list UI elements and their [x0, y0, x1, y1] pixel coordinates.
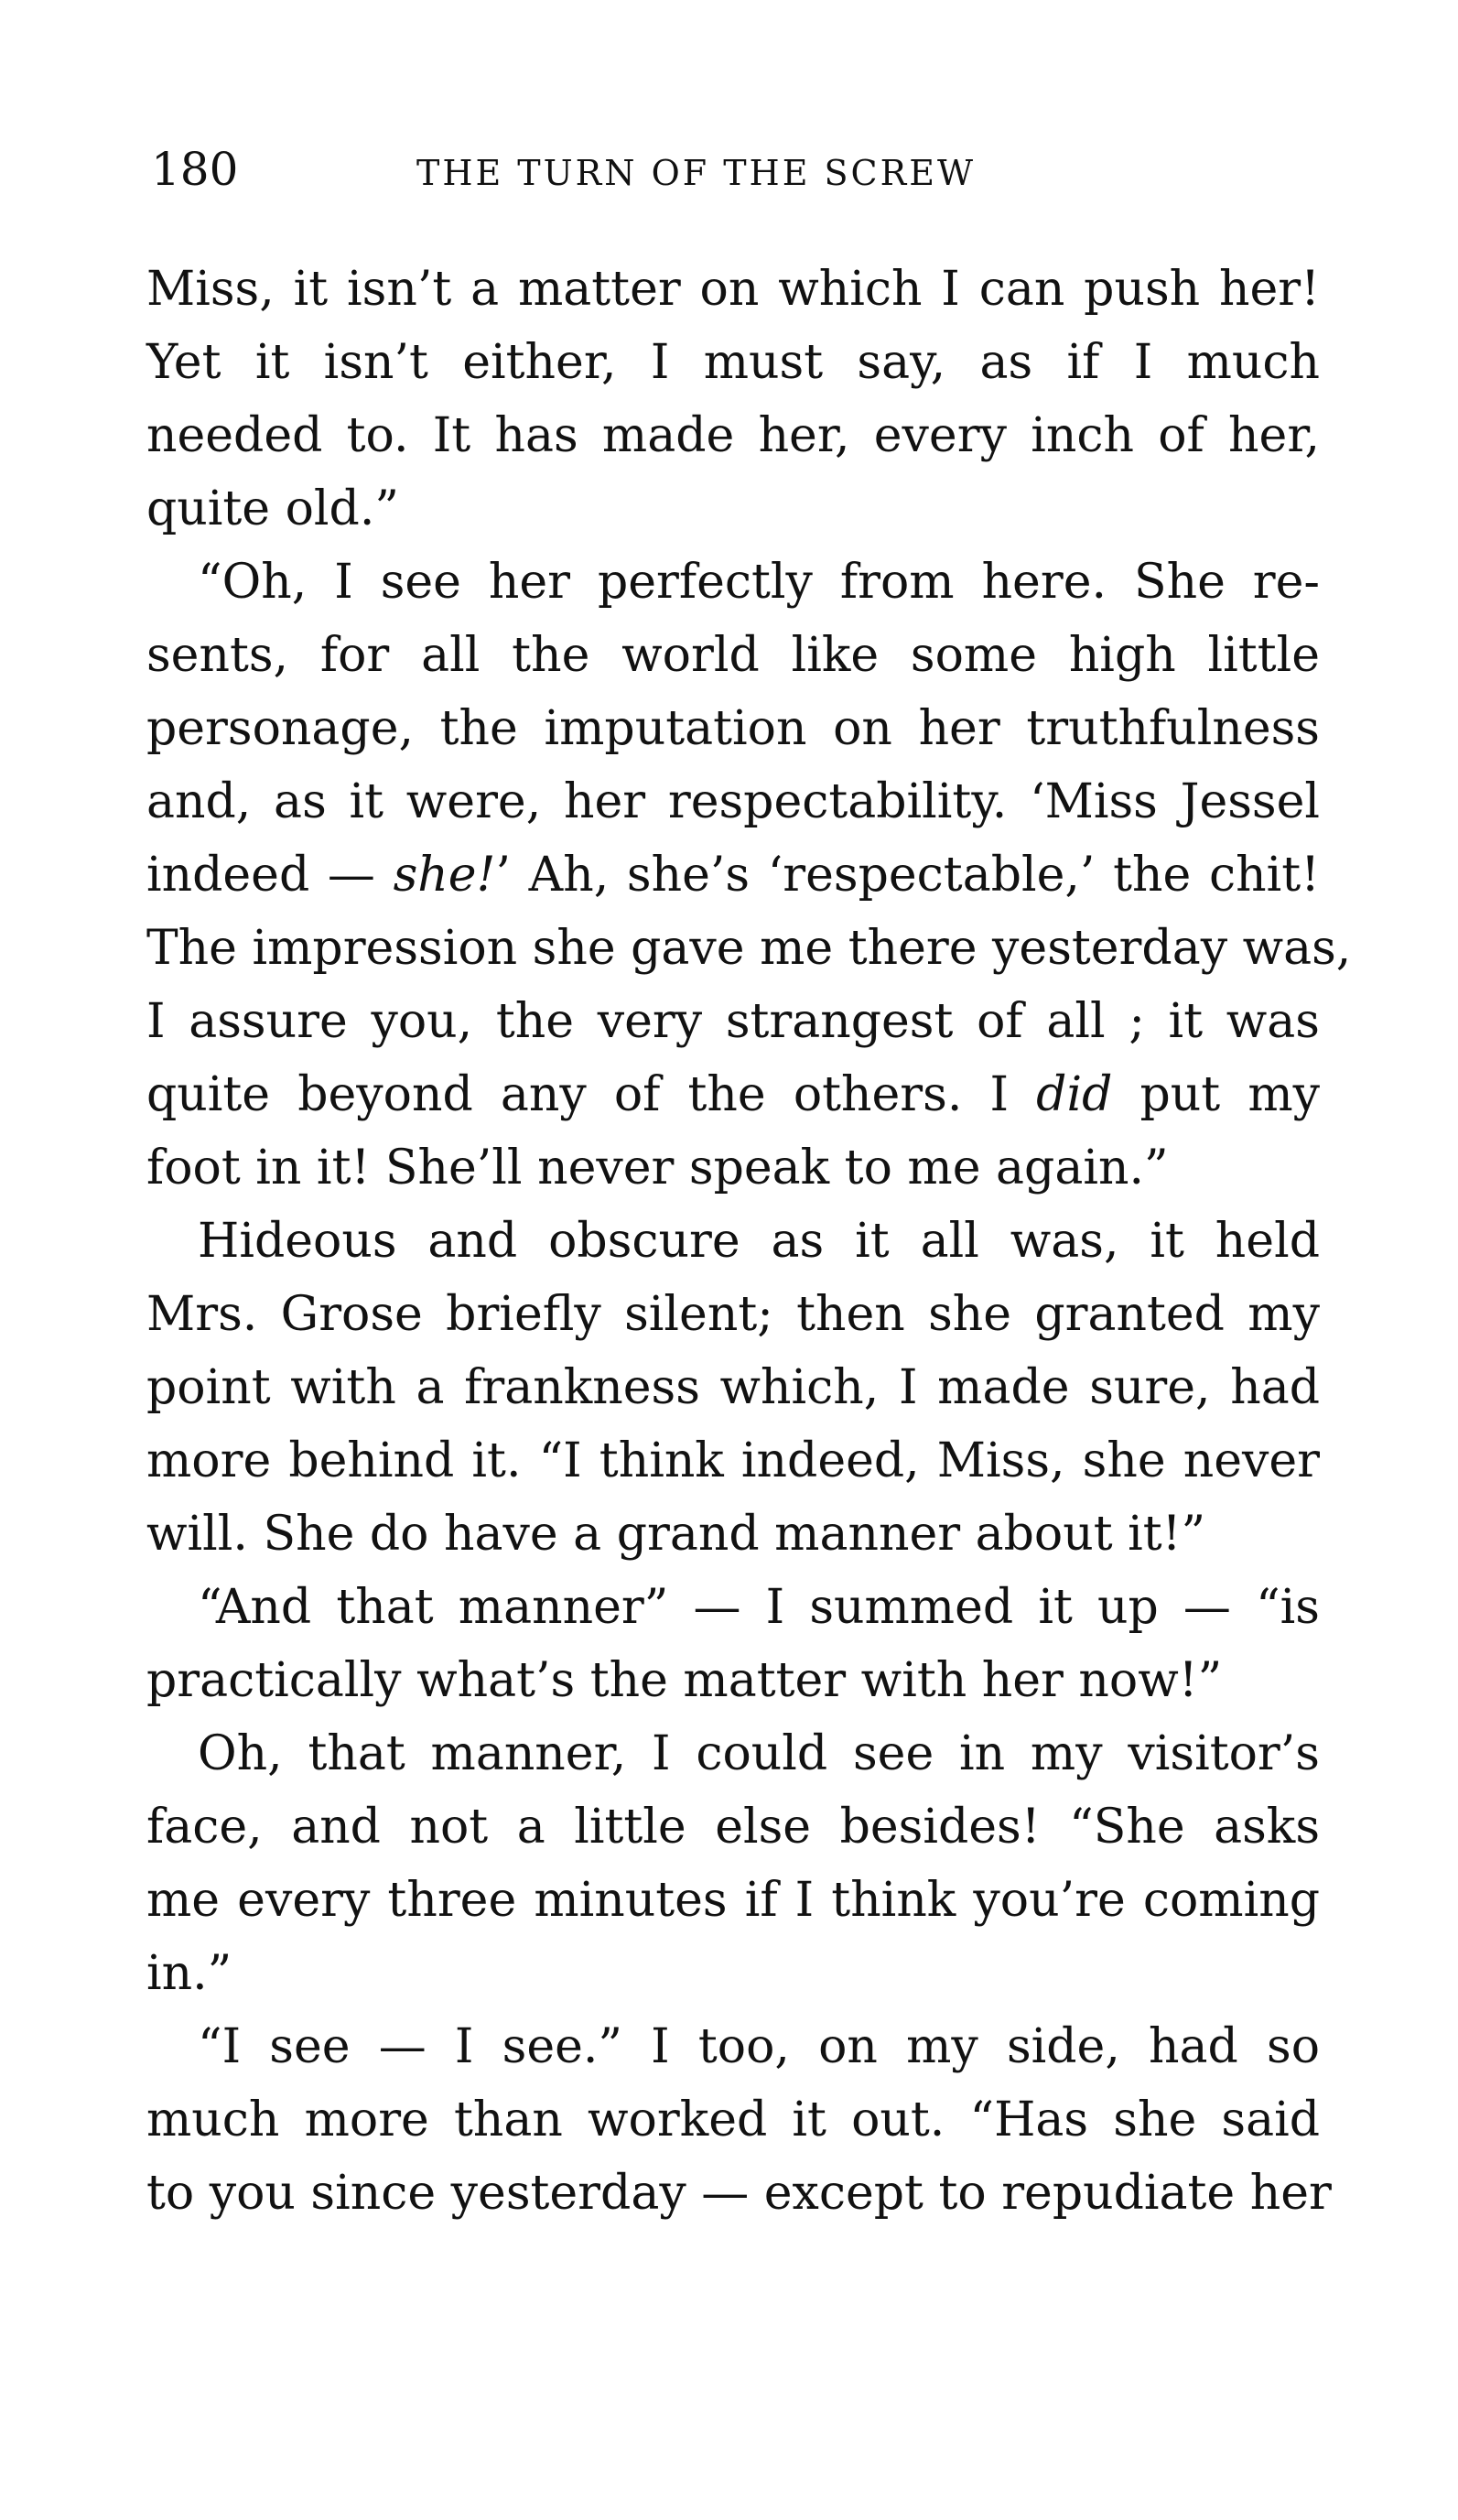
text-line: sents, for all the world like some high little: [146, 628, 1320, 683]
text-line: “And that manner” — I summed it up — “is: [198, 1580, 1320, 1635]
text-line: point with a frankness which, I made sure, had: [146, 1360, 1320, 1415]
text-line: me every three minutes if I think you’re coming: [146, 1873, 1320, 1928]
text-segment: put my: [1112, 1067, 1321, 1122]
text-line: Yet it isn’t either, I must say, as if I much: [146, 335, 1320, 390]
text-segment: ’ Ah, she’s ‘respectable,’ the chit!: [495, 848, 1320, 903]
text-line: “I see — I see.” I too, on my side, had so: [198, 2019, 1320, 2074]
body-text: [146, 253, 1352, 2230]
text-line: much more than worked it out. “Has she said: [146, 2093, 1320, 2147]
text-line: more behind it. “I think indeed, Miss, she never: [146, 1433, 1320, 1488]
text-line: in.”: [146, 1946, 232, 2001]
text-line: I assure you, the very strangest of all ; it was: [146, 994, 1320, 1049]
italic-emphasis: she!: [393, 848, 496, 903]
text-line: quite old.”: [146, 481, 399, 536]
text-line: [146, 838, 1320, 912]
text-line: Oh, that manner, I could see in my visitor’s: [198, 1726, 1320, 1781]
italic-emphasis: did: [1036, 1067, 1113, 1122]
text-line: foot in it! She’ll never speak to me again.”: [146, 1141, 1169, 1195]
text-line: face, and not a little else besides! “She asks: [146, 1800, 1320, 1855]
text-line: will. She do have a grand manner about it!”: [146, 1507, 1206, 1562]
text-line: The impression she gave me there yesterday was,: [146, 921, 1352, 976]
text-line: Mrs. Grose briefly silent; then she granted my: [146, 1287, 1320, 1342]
text-line: Hideous and obscure as it all was, it held: [198, 1214, 1320, 1269]
text-line: [146, 1058, 1320, 1131]
text-line: and, as it were, her respectability. ‘Miss Jessel: [146, 774, 1320, 829]
text-line: personage, the imputation on her truthfulness: [146, 701, 1320, 756]
text-line: “Oh, I see her perfectly from here. She re-: [198, 555, 1320, 610]
text-segment: indeed —: [146, 848, 394, 903]
text-line: needed to. It has made her, every inch of her,: [146, 408, 1320, 463]
text-line: practically what’s the matter with her now!”: [146, 1653, 1223, 1708]
running-title: THE TURN OF THE SCREW: [416, 153, 977, 193]
text-line: to you since yesterday — except to repudiate her: [146, 2166, 1332, 2221]
page-number: 180: [151, 143, 239, 196]
text-line: Miss, it isn’t a matter on which I can push her!: [146, 262, 1320, 317]
text-segment: quite beyond any of the others. I: [146, 1067, 1037, 1122]
page-header: [151, 137, 1323, 201]
